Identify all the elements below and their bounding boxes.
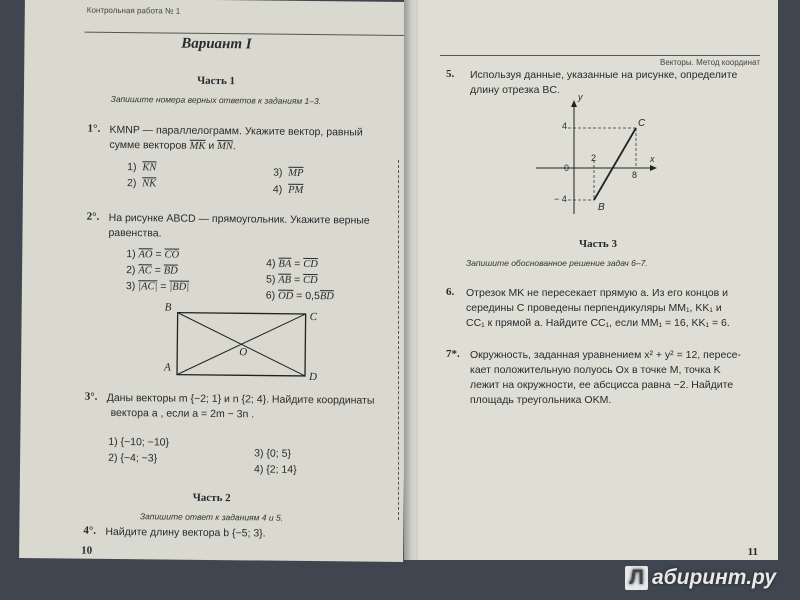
q1-line1: KMNP — параллелограмм. Укажите вектор, равный	[109, 123, 363, 139]
y-axis-arrow	[571, 100, 577, 107]
label-C: C	[309, 311, 318, 324]
point-C-label: C	[638, 118, 646, 129]
part2-title: Часть 2	[192, 491, 231, 505]
q3-text: Даны векторы m {−2; 1} и n {2; 4}. Найдите координаты вектора a , если a = 2m − 3n .	[106, 391, 375, 421]
q7-text: Окружность, заданная уравнением x² + y² = 12, пересе- кает положительную полуось Ox в точке M, точка K лежит на окружности, ее абсцисса равна −2. Найдите площадь треугольника OKM.	[470, 349, 741, 406]
x-axis-label: x	[650, 154, 655, 164]
part3-instruction: Запишите обоснованное решение задач 6–7.	[466, 258, 648, 268]
q4-text: Найдите длину вектора b {−5; 3}.	[105, 525, 266, 540]
q6-text: Отрезок MK не пересекает прямую a. Из его концов и середины C проведены перпендикуляры MM₁, KK₁ и CC₁ к прямой a. Найдите CC₁, если MM₁ = 16, KK₁ = 6.	[466, 287, 730, 329]
left-page-number: 10	[81, 544, 93, 557]
left-running-header: Контрольная работа № 1	[86, 5, 181, 16]
q2-option-4: 4) $\overline{BA} = \overline{CD}$	[266, 257, 318, 271]
rectangle-figure	[161, 304, 322, 386]
q3-option-4: 4) {2; 14}	[253, 463, 297, 476]
q2-option-6: 6) $\overline{OD} = 0,5\overline{BD}$	[265, 289, 334, 303]
right-page	[418, 0, 778, 560]
part1-title: Часть 1	[197, 74, 236, 88]
variant-title: Вариант I	[181, 35, 252, 53]
left-page	[19, 0, 409, 562]
tick-minus-4: − 4	[554, 194, 567, 204]
tick-2: 2	[591, 153, 597, 163]
q2-option-3: 3) |AC| = |BD|	[125, 280, 190, 293]
label-D: D	[308, 371, 318, 384]
right-page-number: 11	[747, 546, 758, 558]
q1-option-4: 4) $\overline{PM}$	[272, 183, 304, 196]
q7-number: 7*.	[446, 348, 460, 360]
x-axis-arrow	[650, 165, 657, 171]
diagonal-bd	[177, 313, 306, 376]
label-O: O	[239, 346, 248, 359]
origin-label: 0	[564, 163, 570, 173]
y-axis-label: y	[578, 92, 583, 102]
q2-number: 2°.	[86, 210, 100, 223]
q1-option-1: 1) $\overline{KN}$	[127, 161, 157, 174]
right-running-header: Векторы. Метод координат	[660, 58, 760, 67]
q1-option-2: 2) $\overline{NK}$	[126, 177, 157, 190]
q3-number: 3°.	[84, 390, 98, 403]
q6-number: 6.	[446, 286, 455, 298]
right-header-rule	[440, 55, 760, 56]
q1-text	[109, 123, 409, 156]
q1-line2: сумме векторов $\overline{MK}$ и $\overline{MN}$.	[109, 138, 236, 153]
q2-option-1: 1) $\overline{AO} = \overline{CO}$	[126, 248, 180, 261]
left-cut-line	[398, 160, 399, 520]
watermark-logo: Л абиринт.ру	[625, 566, 776, 590]
q3-option-2: 2) {−4; −3}	[108, 451, 158, 465]
part1-instruction: Запишите номера верных ответов к заданиям 1–3.	[110, 93, 322, 107]
point-B-label: B	[598, 202, 605, 213]
segment-bc	[594, 128, 636, 200]
part3-title: Часть 3	[579, 238, 617, 250]
label-A: A	[164, 361, 171, 374]
q2-text: На рисунке ABCD — прямоугольник. Укажите верные равенства.	[108, 211, 370, 240]
q3-option-3: 3) {0; 5}	[254, 447, 292, 460]
label-B: B	[164, 301, 172, 314]
q5-text: Используя данные, указанные на рисунке, определите длину отрезка BC.	[470, 69, 738, 96]
q1-number: 1°.	[87, 122, 101, 135]
q3-option-1: 1) {−10; −10}	[108, 435, 170, 449]
q1-option-3: 3) $\overline{MP}$	[273, 166, 304, 179]
q5-number: 5.	[446, 68, 455, 80]
q2-option-2: 2) $\overline{AC} = \overline{BD}$	[126, 264, 178, 277]
q2-option-5: 5) $\overline{AB} = \overline{CD}$	[265, 273, 318, 287]
q4-number: 4°.	[83, 524, 97, 537]
part2-instruction: Запишите ответ к заданиям 4 и 5.	[139, 511, 284, 523]
tick-8: 8	[632, 170, 638, 180]
tick-4: 4	[562, 121, 568, 131]
